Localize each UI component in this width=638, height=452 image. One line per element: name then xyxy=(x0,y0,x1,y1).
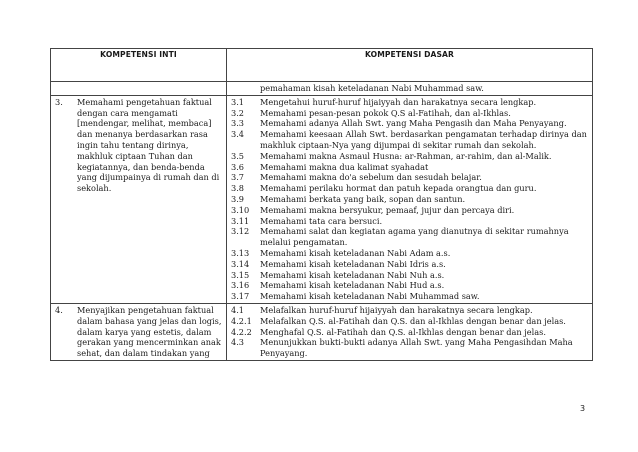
kd-item xyxy=(231,316,588,327)
kd-item xyxy=(231,226,588,248)
kd-number: 3.17 xyxy=(231,291,250,302)
kd-number: 3.1 xyxy=(231,96,245,107)
kd-number: 3.13 xyxy=(231,247,250,258)
ki-text: Memahami pengetahuan faktual dengan cara mengamati [mendengar, melihat, membaca] dan menanya berdasarkan rasa ingin tahu tentang dirinya, makhluk ciptaan Tuhan dan kegiatannya, dan benda-benda yang dijumpainya di rumah dan di sekolah. xyxy=(77,96,220,194)
kd-text: Memahami tata cara bersuci. xyxy=(260,215,383,226)
kd-list xyxy=(231,97,588,302)
kd-text: Memahami makna bersyukur, pemaaf, jujur dan percaya diri. xyxy=(260,204,515,215)
kd-item xyxy=(231,97,588,108)
kd-item xyxy=(231,129,588,151)
kd-number: 3.2 xyxy=(231,107,245,118)
kd-text: Melafalkan Q.S. al-Fatihah dan Q.S. dan al-Ikhlas dengan benar dan jelas. xyxy=(260,315,566,326)
ki-cell-4 xyxy=(51,303,227,360)
kd-number: 3.9 xyxy=(231,193,245,204)
header-kompetensi-inti: KOMPETENSI INTI xyxy=(51,49,227,82)
kd-item xyxy=(231,216,588,227)
kd-number: 4.3 xyxy=(231,337,245,348)
kd-number: 3.8 xyxy=(231,183,245,194)
kd-number: 3.3 xyxy=(231,118,245,129)
kd-text: Memahami kisah keteladanan Nabi Nuh a.s. xyxy=(260,269,445,280)
kd-text: Menunjukkan bukti-bukti adanya Allah Swt. yang Maha Pengasihdan Maha Penyayang. xyxy=(260,337,573,359)
ki-cell-3 xyxy=(51,95,227,303)
kd-item xyxy=(231,194,588,205)
kd-text: Memahami makna dua kalimat syahadat xyxy=(260,161,429,172)
kd-item xyxy=(231,162,588,173)
kd-list xyxy=(231,305,588,359)
kd-item xyxy=(231,172,588,183)
kd-text: Memahami makna do'a sebelum dan sesudah belajar. xyxy=(260,172,482,183)
kd-text: Memahami salat dan kegiatan agama yang dianutnya di sekitar rumahnya melalui pengamatan. xyxy=(260,226,569,248)
competency-table xyxy=(50,48,593,361)
kd-text: Menghafal Q.S. al-Fatihah dan Q.S. al-Ikhlas dengan benar dan jelas. xyxy=(260,326,546,337)
kd-text: Memahami kisah keteladanan Nabi Hud a.s. xyxy=(260,280,445,291)
table-row xyxy=(51,95,593,303)
empty-cell xyxy=(51,82,227,96)
ki-number: 3. xyxy=(55,96,63,107)
kd-text: Memahami kisah keteladanan Nabi Muhammad saw. xyxy=(260,291,480,302)
kd-text: Memahami keesaan Allah Swt. berdasarkan pengamatan terhadap dirinya dan makhluk ciptaan-Nya yang dijumpai di sekitar rumah dan sekolah. xyxy=(260,129,587,150)
kd-number: 4.2.2 xyxy=(231,326,252,337)
kd-item xyxy=(231,151,588,162)
continuation-text: pemahaman kisah keteladanan Nabi Muhammad saw. xyxy=(260,83,484,93)
kd-number: 3.12 xyxy=(231,226,250,237)
kd-item xyxy=(231,305,588,316)
kd-number: 3.5 xyxy=(231,150,245,161)
kd-item xyxy=(231,327,588,338)
kd-text: Memahami kisah keteladanan Nabi Idris a.s. xyxy=(260,258,446,269)
kd-text: Mengetahui huruf-huruf hijaiyyah dan harakatnya secara lengkap. xyxy=(260,96,537,107)
kd-item xyxy=(231,259,588,270)
table-row xyxy=(51,303,593,360)
kd-item xyxy=(231,205,588,216)
kd-text: Memahami pesan-pesan pokok Q.S al-Fatihah, dan al-Ikhlas. xyxy=(260,107,511,118)
kd-item xyxy=(231,291,588,302)
kd-item xyxy=(231,280,588,291)
kd-text: Memahami perilaku hormat dan patuh kepada orangtua dan guru. xyxy=(260,183,537,194)
kd-number: 3.11 xyxy=(231,215,250,226)
header-kompetensi-dasar: KOMPETENSI DASAR xyxy=(227,49,593,82)
kd-number: 3.4 xyxy=(231,129,245,140)
kd-text: Memahami makna Asmaul Husna: ar-Rahman, ar-rahim, dan al-Malik. xyxy=(260,150,552,161)
kd-item xyxy=(231,248,588,259)
kd-number: 3.6 xyxy=(231,161,245,172)
kd-cell-3 xyxy=(227,95,593,303)
kd-item xyxy=(231,118,588,129)
kd-text: Memahami adanya Allah Swt. yang Maha Pengasih dan Maha Penyayang. xyxy=(260,118,567,129)
table-row-continuation xyxy=(51,82,593,96)
kd-number: 3.7 xyxy=(231,172,245,183)
kd-number: 3.16 xyxy=(231,280,250,291)
kd-text: Melafalkan huruf-huruf hijaiyyah dan harakatnya secara lengkap. xyxy=(260,304,533,315)
page-number: 3 xyxy=(580,404,586,413)
continuation-cell xyxy=(227,82,593,96)
kd-number: 4.2.1 xyxy=(231,315,252,326)
kd-item xyxy=(231,270,588,281)
kd-item xyxy=(231,183,588,194)
kd-number: 3.10 xyxy=(231,204,250,215)
kd-item xyxy=(231,108,588,119)
kd-text: Memahami berkata yang baik, sopan dan santun. xyxy=(260,193,466,204)
table-header-row xyxy=(51,49,593,82)
ki-number: 4. xyxy=(55,304,63,315)
kd-number: 4.1 xyxy=(231,304,245,315)
kd-item xyxy=(231,337,588,359)
kd-number: 3.14 xyxy=(231,258,250,269)
ki-text: Menyajikan pengetahuan faktual dalam bahasa yang jelas dan logis, dalam karya yang estetis, dalam gerakan yang mencerminkan anak sehat, dan dalam tindakan yang xyxy=(77,304,222,359)
kd-number: 3.15 xyxy=(231,269,250,280)
kd-cell-4 xyxy=(227,303,593,360)
kd-text: Memahami kisah keteladanan Nabi Adam a.s. xyxy=(260,247,451,258)
